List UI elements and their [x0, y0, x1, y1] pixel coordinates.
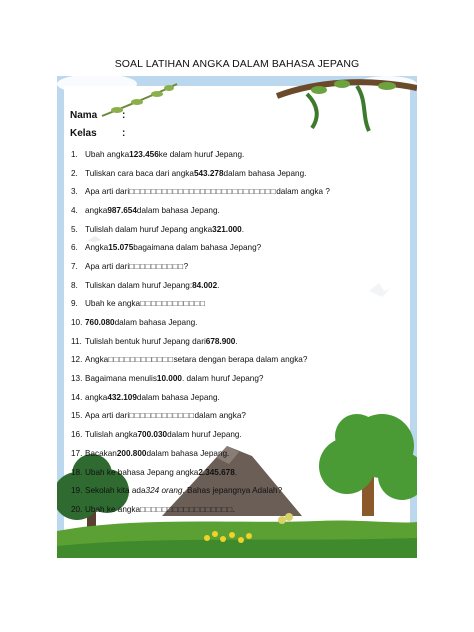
question-item: 13. Bagaimana menulis 10.000 . dalam huruf Jepang?: [71, 374, 264, 384]
question-item: 14. angka 432.109 dalam bahasa Jepang.: [71, 392, 220, 402]
name-field: Nama :: [70, 109, 126, 121]
question-item: 11. Tulislah bentuk huruf Jepang dari 678.900 .: [71, 336, 238, 346]
class-label: Kelas: [70, 127, 97, 139]
question-item: 15. Apa arti dari □□□□□□□□□□□□ dalam angka?: [71, 411, 246, 421]
question-item: 17. Bacakan 200.800 dalam bahasa Jepang.: [71, 448, 230, 458]
question-item: 6. Angka 15.075 bagaimana dalam bahasa Jepang?: [71, 243, 262, 253]
question-item: 4. angka 987.654 dalam bahasa Jepang.: [71, 205, 220, 215]
question-item: 12. Angka □□□□□□□□□□□□ setara dengan berapa dalam angka?: [71, 355, 308, 365]
question-item: 10. 760.080 dalam bahasa Jepang.: [71, 318, 198, 328]
question-item: 7. Apa arti dari □□□□□□□□□□ ?: [71, 261, 189, 271]
question-item: 20. Ubah ke angka □□□□□□□□□□□□□□□□□ .: [71, 504, 235, 514]
question-item: 19. Sekolah kita ada 324 orang . Bahas jepangnya Adalah?: [71, 486, 283, 496]
class-field: Kelas :: [70, 127, 126, 139]
worksheet-frame: [57, 76, 417, 558]
question-item: 2. Tuliskan cara baca dari angka 543.278 dalam bahasa Jepang.: [71, 168, 307, 178]
question-item: 8. Tuliskan dalam huruf Jepang: 84.002 .: [71, 280, 220, 290]
question-item: 9. Ubah ke angka □□□□□□□□□□□□: [71, 299, 206, 309]
question-item: 3. Apa arti dari □□□□□□□□□□□□□□□□□□□□□□□□□□□ dalam angka ?: [71, 187, 330, 197]
question-item: 5. Tulislah dalam huruf Jepang angka 321.000 .: [71, 224, 245, 234]
student-fields: [70, 106, 132, 142]
question-item: 18. Ubah ke bahasa Jepang angka 2.345.678 .: [71, 467, 238, 477]
question-item: 1. Ubah angka 123.456 ke dalam huruf Jepang.: [71, 149, 245, 159]
question-list: [71, 145, 401, 519]
name-label: Nama: [70, 109, 98, 121]
worksheet-title: SOAL LATIHAN ANGKA DALAM BAHASA JEPANG: [114, 58, 360, 70]
worksheet-content: [64, 86, 410, 554]
question-item: 16. Tulislah angka 700.030 dalam huruf Jepang.: [71, 430, 242, 440]
